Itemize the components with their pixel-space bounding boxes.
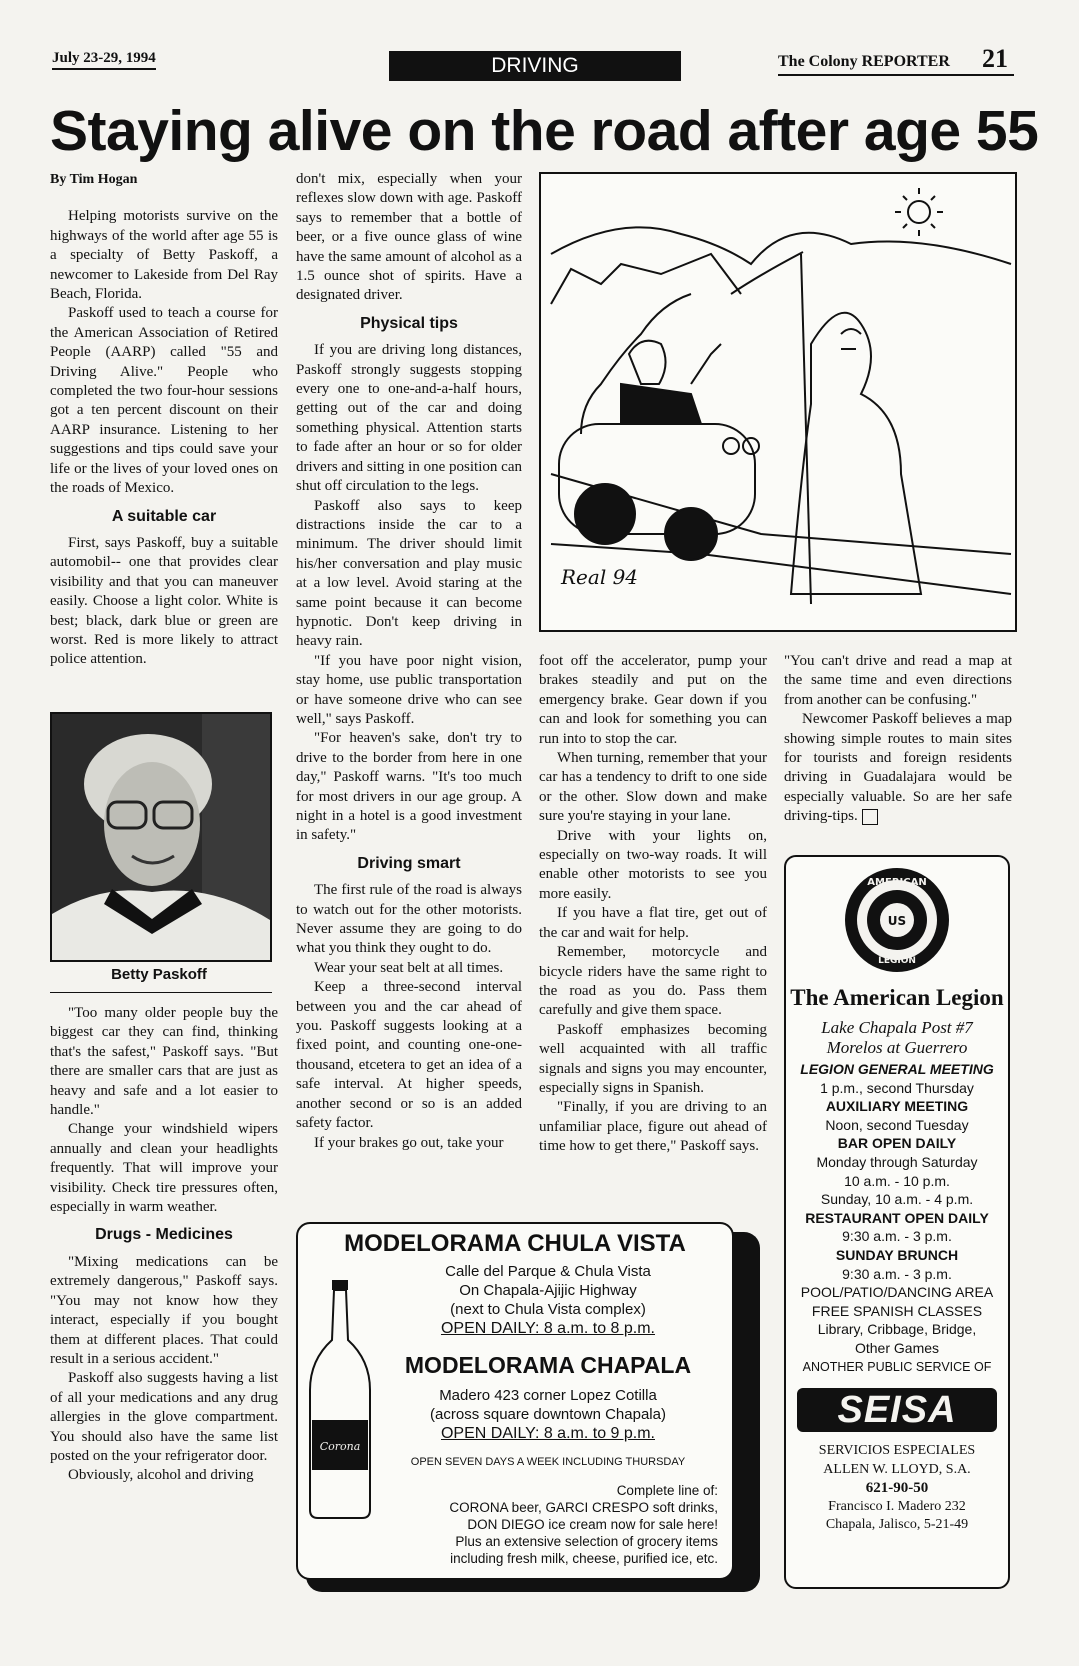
- ad-line: DON DIEGO ice cream now for sale here!: [467, 1517, 718, 1532]
- legion-location: Morelos at Guerrero: [826, 1038, 968, 1057]
- legion-line: 9:30 a.m. - 3 p.m.: [842, 1228, 952, 1245]
- paragraph: Drive with your lights on, especially on two-way roads. It will enable other motorists to see you more easily.: [539, 827, 767, 902]
- ad-line: Calle del Parque & Chula Vista: [445, 1263, 651, 1280]
- paragraph: The first rule of the road is always to watch out for the other motorists. Never assume they are going to do what you think they ought to do.: [296, 882, 522, 957]
- paragraph: Paskoff also suggests having a list of all your medications and any drug allergies in the glove compartment. You should also have the same list posted on the your refrigerator door.: [50, 1370, 278, 1464]
- paragraph: foot off the accelerator, pump your brakes steadily and put on the emergency brake. Gear down if you can and look for something you can run into to stop the car.: [539, 653, 767, 747]
- article-column-1: [50, 170, 278, 670]
- end-mark-icon: [862, 809, 878, 825]
- sponsor-line: Francisco I. Madero 232: [828, 1498, 966, 1514]
- modelorama-ad: [296, 1222, 734, 1580]
- bottle-label: Corona: [319, 1440, 361, 1453]
- legion-line: 10 a.m. - 10 p.m.: [844, 1172, 950, 1189]
- paragraph: [784, 710, 1012, 826]
- section-banner: DRIVING: [389, 51, 681, 81]
- ad-hours: OPEN DAILY: 8 a.m. to 9 p.m.: [440, 1425, 655, 1442]
- byline: By Tim Hogan: [50, 172, 138, 187]
- photo-caption: Betty Paskoff: [111, 966, 207, 983]
- legion-seal-icon: [842, 865, 952, 975]
- portrait-photo: [50, 712, 272, 962]
- paragraph: "You can't drive and read a map at the same time and even directions from another can be confusing.": [784, 653, 1012, 708]
- legion-schedule: [786, 1060, 1008, 1376]
- paragraph: First, says Paskoff, buy a suitable automobil-- one that provides clear visibility and that you can maneuver easily. Choose a light color. White is best; black, dark blue or green are worst. Red is more likely to attract police attention.: [50, 534, 278, 668]
- paragraph: When turning, remember that your car has a tendency to drift to one side or the other. Slow down and make sure you're staying in your lane.: [539, 750, 767, 825]
- legion-line: SUNDAY BRUNCH: [835, 1246, 959, 1263]
- seal-text-bottom: LEGION: [878, 956, 916, 966]
- paragraph: Paskoff emphasizes becoming well acquainted with all traffic signals and signs you may encounter, especially signs in Spanish.: [539, 1021, 767, 1096]
- ad-line: (across square downtown Chapala): [430, 1406, 666, 1423]
- article-column-3: [539, 652, 767, 1157]
- legion-line: 1 p.m., second Thursday: [820, 1079, 974, 1096]
- seisa-logo: SEISA: [797, 1388, 997, 1432]
- paragraph: "Mixing medications can be extremely dangerous," Paskoff says. "You may not know how they interact, especially if you bought them at different places. That could result in a serious accident.": [50, 1253, 278, 1367]
- legion-line: Noon, second Tuesday: [825, 1116, 969, 1133]
- article-column-1-continued: [50, 1004, 278, 1486]
- beer-bottle-icon: [308, 1280, 372, 1520]
- legion-line: LEGION GENERAL MEETING: [800, 1061, 994, 1077]
- legion-line: FREE SPANISH CLASSES: [811, 1302, 983, 1319]
- modelorama-chula-vista-title: MODELORAMA CHULA VISTA: [344, 1230, 686, 1257]
- ad-line: (next to Chula Vista complex): [450, 1301, 646, 1318]
- paragraph: "Too many older people buy the biggest car they can find, thinking that's the safest," Paskoff says. "But there are smaller cars that are just as heavy and safe and a lot easier to handle.": [50, 1005, 278, 1119]
- paragraph: Paskoff used to teach a course for the American Association of Retired People (AARP) called "55 and Driving Alive." People who completed the two four-hour sessions got a ten percent discount on their AARP insurance. Listening to her suggestions and tips could save your life or the lives of your loved ones on the roads of Mexico.: [50, 305, 278, 497]
- issue-date: July 23-29, 1994: [52, 50, 156, 70]
- legion-line: AUXILIARY MEETING: [825, 1098, 969, 1115]
- legion-line: ANOTHER PUBLIC SERVICE OF: [802, 1359, 992, 1374]
- paragraph: Paskoff also says to keep distractions inside the car to a minimum. The driver should limit his/her conversation and play music at a low level. Avoid staring at the same point because it can become hypnotic. Don't keep driving in heavy rain.: [296, 497, 522, 650]
- page-number: 21: [982, 44, 1008, 73]
- sponsor-line: SERVICIOS ESPECIALES: [818, 1443, 976, 1459]
- legion-line: Library, Cribbage, Bridge,: [817, 1321, 977, 1338]
- seal-text-top: AMERICAN: [867, 877, 927, 888]
- paragraph: Wear your seat belt at all times.: [314, 959, 504, 976]
- paragraph: Keep a three-second interval between you and the car ahead of you. Paskoff suggests looking at a fixed point, and counting one-one-thousand, etcetera to get an idea of a safe interval. At higher speeds, another second or so is an added safety factor.: [296, 979, 522, 1132]
- paragraph: If your brakes go out, take your: [314, 1134, 504, 1151]
- paragraph: If you are driving long distances, Paskoff strongly suggests stopping every one to one-and-a-half hours, getting out of the car and doing something physical. Attention starts to fade after an hour or so for older drivers and sitting in one position can shut off circulation to the legs.: [296, 342, 522, 495]
- legion-line: RESTAURANT OPEN DAILY: [805, 1209, 989, 1226]
- modelorama-chapala-title: MODELORAMA CHAPALA: [404, 1352, 692, 1378]
- article-column-2: [296, 170, 522, 1153]
- legion-title: The American Legion: [790, 985, 1004, 1010]
- paragraph: Helping motorists survive on the highways of the world after age 55 is a specialty of Betty Paskoff, a newcomer to Lakeside from Del Ray Beach, Florida.: [50, 208, 278, 303]
- sponsor-phone: 621-90-50: [865, 1480, 929, 1497]
- american-legion-ad: [784, 855, 1010, 1589]
- paragraph: If you have a flat tire, get out of the car and wait for help.: [539, 905, 767, 941]
- legion-line: POOL/PATIO/DANCING AREA: [800, 1284, 994, 1301]
- sponsor-line: Chapala, Jalisco, 5-21-49: [825, 1517, 969, 1533]
- article-column-4: [784, 652, 1012, 827]
- subheading-physical-tips: Physical tips: [360, 314, 458, 332]
- legion-line: Other Games: [854, 1339, 940, 1356]
- ad-line: CORONA beer, GARCI CRESPO soft drinks,: [449, 1500, 718, 1515]
- header-rule: [778, 74, 1014, 76]
- cartoon-signature: Real 94: [561, 565, 639, 589]
- headline: Staying alive on the road after age 55: [50, 99, 1039, 163]
- paragraph-text: Newcomer Paskoff believes a map showing simple routes to main sites for tourists and foreign residents driving in Guadalajara would be especially valuable. So are her safe driving-tips.: [784, 711, 1012, 825]
- legion-line: 9:30 a.m. - 3 p.m.: [842, 1265, 952, 1282]
- ad-hours: OPEN DAILY: 8 a.m. to 8 p.m.: [440, 1320, 655, 1337]
- paragraph: Obviously, alcohol and driving: [68, 1467, 254, 1484]
- cartoon-illustration: [539, 172, 1017, 632]
- sponsor-line: ALLEN W. LLOYD, S.A.: [823, 1461, 971, 1477]
- publication-name: The Colony REPORTER: [778, 53, 950, 70]
- paragraph: "If you have poor night vision, stay home, use public transportation or have someone drive who can see well," says Paskoff.: [296, 652, 522, 727]
- paragraph: Remember, motorcycle and bicycle riders have the same right to the road as you do. Pass them carefully and give them space.: [539, 944, 767, 1019]
- open-seven-days: OPEN SEVEN DAYS A WEEK INCLUDING THURSDAY: [410, 1456, 686, 1468]
- seal-text-center: US: [887, 914, 907, 928]
- ad-line: Plus an extensive selection of grocery items: [455, 1534, 718, 1549]
- subheading-driving-smart: Driving smart: [357, 854, 461, 872]
- ad-line: Complete line of:: [616, 1483, 718, 1498]
- ad-line: including fresh milk, cheese, purified ice, etc.: [450, 1551, 718, 1566]
- ad-line: On Chapala-Ajijic Highway: [459, 1282, 637, 1299]
- legion-line: BAR OPEN DAILY: [837, 1135, 957, 1152]
- ad-line: Madero 423 corner Lopez Cotilla: [439, 1387, 657, 1404]
- legion-line: Sunday, 10 a.m. - 4 p.m.: [820, 1191, 974, 1208]
- paragraph: "For heaven's sake, don't try to drive to the border from here in one day," Paskoff warns. "It's too much for most drivers in our age group. A night in a hotel is a good investment in safety.": [296, 730, 522, 844]
- caption-rule: [50, 992, 272, 993]
- legion-post: Lake Chapala Post #7: [821, 1018, 973, 1037]
- paragraph: don't mix, especially when your reflexes slow down with age. Paskoff says to remember that a bottle of beer, or a five ounce glass of wine have the same amount of alcohol as a 1.5 ounce shot of spirits. Have a designated driver.: [296, 171, 522, 304]
- paragraph: Change your windshield wipers annually and clean your headlights frequently. That will improve your visibility. Check tire pressures often, especially in warm weather.: [50, 1121, 278, 1216]
- subheading-drugs: Drugs - Medicines: [95, 1226, 233, 1244]
- paragraph: "Finally, if you are driving to an unfamiliar place, figure out ahead of time how to get there," Paskoff says.: [539, 1099, 767, 1155]
- subheading-suitable-car: A suitable car: [111, 507, 217, 525]
- legion-line: Monday through Saturday: [816, 1153, 978, 1170]
